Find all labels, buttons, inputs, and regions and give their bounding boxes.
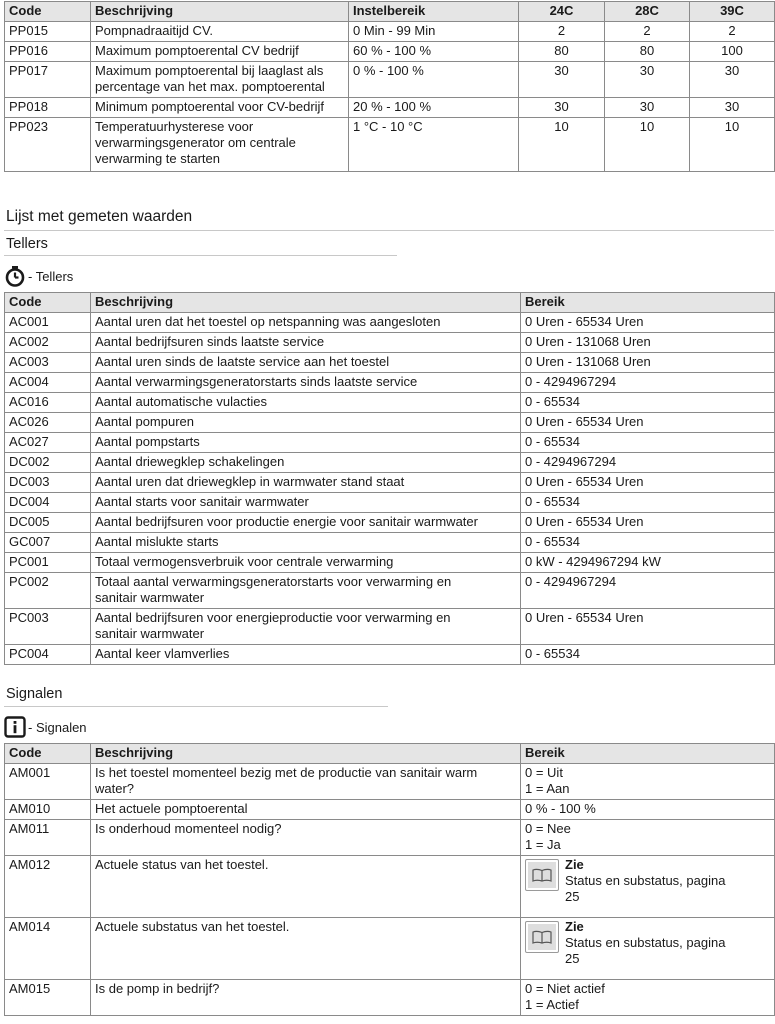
table-cell xyxy=(605,22,690,42)
code-cell xyxy=(5,533,91,553)
code-cell xyxy=(5,118,91,172)
cell-text: Aantal uren dat driewegklep in warmwater stand staat xyxy=(95,474,405,489)
table-header-row xyxy=(5,293,775,313)
cell-text: 10 xyxy=(639,119,655,134)
table-cell xyxy=(521,820,775,856)
code-cell xyxy=(5,918,91,980)
table-cell xyxy=(91,820,521,856)
table-row xyxy=(5,473,775,493)
cell-text: AM014 xyxy=(9,919,51,934)
counters-title: Tellers xyxy=(6,236,48,252)
column-header: 39C xyxy=(690,2,775,22)
see-reference-box xyxy=(525,919,770,967)
cell-text: PC002 xyxy=(9,574,49,589)
code-cell xyxy=(5,433,91,453)
code-cell xyxy=(5,609,91,645)
table-cell xyxy=(521,609,775,645)
table-row xyxy=(5,918,775,980)
cell-text: 0 kW - 4294967294 kW xyxy=(525,554,661,569)
cell-text: 30 xyxy=(724,63,740,78)
cell-text: Aantal verwarmingsgeneratorstarts sinds laatste service xyxy=(95,374,418,389)
icon-caption: - Signalen xyxy=(28,719,87,735)
table-cell xyxy=(519,42,605,62)
see-reference-box xyxy=(525,857,770,905)
table-cell xyxy=(690,22,775,42)
table-cell xyxy=(91,393,521,413)
cell-text: Temperatuurhysterese voor verwarmingsgenerator om centrale verwarming te starten xyxy=(95,119,296,166)
code-cell xyxy=(5,353,91,373)
cell-text: AC016 xyxy=(9,394,49,409)
code-cell xyxy=(5,980,91,1016)
table-row xyxy=(5,42,775,62)
table-row xyxy=(5,433,775,453)
table-cell xyxy=(91,609,521,645)
stopwatch-icon xyxy=(4,265,26,287)
cell-text: AC027 xyxy=(9,434,49,449)
code-cell xyxy=(5,820,91,856)
table-cell xyxy=(91,413,521,433)
counters-icon-label xyxy=(4,265,73,287)
cell-text: Maximum pomptoerental bij laaglast als percentage van het max. pomptoerental xyxy=(95,63,325,94)
code-cell xyxy=(5,493,91,513)
cell-text: PP016 xyxy=(9,43,49,58)
book-icon xyxy=(525,859,559,891)
table-cell xyxy=(349,42,519,62)
cell-text: Is de pomp in bedrijf? xyxy=(95,981,220,996)
table-cell xyxy=(521,573,775,609)
cell-text: AC026 xyxy=(9,414,49,429)
cell-text: Aantal pompuren xyxy=(95,414,195,429)
icon-caption: - Tellers xyxy=(28,268,74,284)
cell-text: PC004 xyxy=(9,646,49,661)
table-cell xyxy=(349,118,519,172)
subsection-divider xyxy=(4,255,397,256)
table-row xyxy=(5,553,775,573)
see-reference xyxy=(521,918,775,980)
cell-text: 30 xyxy=(639,63,655,78)
table-cell xyxy=(521,353,775,373)
cell-text: 0 = Uit 1 = Aan xyxy=(525,765,570,796)
table-cell xyxy=(91,98,349,118)
cell-text: PP023 xyxy=(9,119,49,134)
cell-text: 80 xyxy=(554,43,569,58)
table-cell xyxy=(91,856,521,918)
table-cell xyxy=(91,62,349,98)
section-divider xyxy=(4,230,774,231)
table-cell xyxy=(521,473,775,493)
code-cell xyxy=(5,473,91,493)
see-link-text[interactable]: Status en substatus, pagina 25 xyxy=(565,873,726,904)
cell-text: DC005 xyxy=(9,514,50,529)
cell-text: 0 - 65534 xyxy=(525,394,580,409)
code-cell xyxy=(5,453,91,473)
table-row xyxy=(5,62,775,98)
table-cell xyxy=(349,22,519,42)
code-cell xyxy=(5,62,91,98)
cell-text: 30 xyxy=(639,99,655,114)
table-cell xyxy=(519,62,605,98)
cell-text: 0 Uren - 65534 Uren xyxy=(525,414,644,429)
table-cell xyxy=(91,645,521,665)
cell-text: 0 - 65534 xyxy=(525,534,580,549)
cell-text: Is het toestel momenteel bezig met de productie van sanitair warm water? xyxy=(95,765,478,796)
table-cell xyxy=(91,333,521,353)
cell-text: Aantal uren dat het toestel op netspanning was aangesloten xyxy=(95,314,441,329)
see-link-text[interactable]: Status en substatus, pagina 25 xyxy=(565,935,726,966)
column-header: Code xyxy=(5,2,91,22)
table-cell xyxy=(521,393,775,413)
code-cell xyxy=(5,573,91,609)
table-header-row xyxy=(5,744,775,764)
cell-text: 0 - 4294967294 xyxy=(525,454,617,469)
cell-text: 30 xyxy=(724,99,740,114)
table-cell xyxy=(521,800,775,820)
cell-text: 0 - 4294967294 xyxy=(525,574,617,589)
table-cell xyxy=(91,453,521,473)
cell-text: 2 xyxy=(728,23,736,38)
table-cell xyxy=(519,22,605,42)
table-cell xyxy=(605,98,690,118)
cell-text: 0 Min - 99 Min xyxy=(353,23,436,38)
cell-text: 10 xyxy=(554,119,569,134)
code-cell xyxy=(5,393,91,413)
cell-text: 80 xyxy=(639,43,655,58)
cell-text: 0 % - 100 % xyxy=(353,63,424,78)
table-cell xyxy=(521,333,775,353)
column-header: Code xyxy=(5,744,91,764)
book-icon xyxy=(525,921,559,953)
cell-text: Aantal starts voor sanitair warmwater xyxy=(95,494,309,509)
cell-text: 2 xyxy=(643,23,651,38)
cell-text: AM012 xyxy=(9,857,51,872)
cell-text: DC002 xyxy=(9,454,50,469)
table-row xyxy=(5,764,775,800)
info-icon xyxy=(4,716,26,738)
table-row xyxy=(5,645,775,665)
code-cell xyxy=(5,800,91,820)
cell-text: Is onderhoud momenteel nodig? xyxy=(95,821,282,836)
table-cell xyxy=(521,980,775,1016)
table-row xyxy=(5,98,775,118)
cell-text: DC003 xyxy=(9,474,50,489)
table-cell xyxy=(519,118,605,172)
cell-text: 0 Uren - 65534 Uren xyxy=(525,610,644,625)
table-cell xyxy=(91,373,521,393)
table-row xyxy=(5,533,775,553)
code-cell xyxy=(5,42,91,62)
table-row xyxy=(5,393,775,413)
table-cell xyxy=(91,800,521,820)
table-cell xyxy=(521,553,775,573)
table-cell xyxy=(519,98,605,118)
cell-text: AM001 xyxy=(9,765,51,780)
table-cell xyxy=(521,313,775,333)
code-cell xyxy=(5,313,91,333)
cell-text: 30 xyxy=(554,99,569,114)
cell-text: 1 °C - 10 °C xyxy=(353,119,423,134)
table-row xyxy=(5,800,775,820)
cell-text: 0 Uren - 65534 Uren xyxy=(525,474,644,489)
cell-text: 0 - 65534 xyxy=(525,434,580,449)
table-row xyxy=(5,373,775,393)
column-header: Bereik xyxy=(521,293,775,313)
table-row xyxy=(5,513,775,533)
see-title: Zie xyxy=(565,919,584,934)
table-row xyxy=(5,353,775,373)
table-row xyxy=(5,609,775,645)
table-cell xyxy=(349,98,519,118)
cell-text: AC001 xyxy=(9,314,49,329)
cell-text: PC001 xyxy=(9,554,49,569)
code-cell xyxy=(5,645,91,665)
section-title: Lijst met gemeten waarden xyxy=(6,208,193,225)
cell-text: PP015 xyxy=(9,23,49,38)
table-row xyxy=(5,820,775,856)
cell-text: Maximum pomptoerental CV bedrijf xyxy=(95,43,299,58)
cell-text: DC004 xyxy=(9,494,50,509)
column-header: 28C xyxy=(605,2,690,22)
cell-text: PP018 xyxy=(9,99,49,114)
cell-text: Aantal uren sinds de laatste service aan het toestel xyxy=(95,354,390,369)
table-cell xyxy=(91,513,521,533)
cell-text: PC003 xyxy=(9,610,49,625)
cell-text: 100 xyxy=(721,43,743,58)
column-header: Code xyxy=(5,293,91,313)
table-cell xyxy=(91,553,521,573)
cell-text: 20 % - 100 % xyxy=(353,99,432,114)
cell-text: Pompnadraaitijd CV. xyxy=(95,23,214,38)
cell-text: GC007 xyxy=(9,534,51,549)
table-row xyxy=(5,856,775,918)
code-cell xyxy=(5,553,91,573)
column-header: Beschrijving xyxy=(91,744,521,764)
table-cell xyxy=(605,42,690,62)
cell-text: 0 Uren - 65534 Uren xyxy=(525,514,644,529)
code-cell xyxy=(5,98,91,118)
cell-text: AC004 xyxy=(9,374,49,389)
column-header: Bereik xyxy=(521,744,775,764)
subsection-divider xyxy=(4,706,388,707)
cell-text: 10 xyxy=(724,119,740,134)
table-cell xyxy=(91,764,521,800)
signals-title: Signalen xyxy=(6,686,63,702)
code-cell xyxy=(5,513,91,533)
cell-text: Actuele status van het toestel. xyxy=(95,857,269,872)
table-cell xyxy=(521,413,775,433)
see-title: Zie xyxy=(565,857,584,872)
table-header-row xyxy=(5,2,775,22)
table-cell xyxy=(690,118,775,172)
code-cell xyxy=(5,413,91,433)
column-header: 24C xyxy=(519,2,605,22)
table-row xyxy=(5,453,775,473)
cell-text: AM015 xyxy=(9,981,51,996)
cell-text: Het actuele pomptoerental xyxy=(95,801,248,816)
cell-text: 0 Uren - 65534 Uren xyxy=(525,314,644,329)
see-reference xyxy=(521,856,775,918)
cell-text: 0 Uren - 131068 Uren xyxy=(525,334,651,349)
cell-text: 0 - 4294967294 xyxy=(525,374,617,389)
cell-text: AC002 xyxy=(9,334,49,349)
table-cell xyxy=(91,433,521,453)
cell-text: 30 xyxy=(554,63,569,78)
cell-text: Totaal vermogensverbruik voor centrale verwarming xyxy=(95,554,394,569)
table-row xyxy=(5,413,775,433)
table-cell xyxy=(521,513,775,533)
signals-icon-label xyxy=(4,716,87,738)
column-header: Beschrijving xyxy=(91,2,349,22)
table-cell xyxy=(91,313,521,333)
cell-text: 60 % - 100 % xyxy=(353,43,432,58)
cell-text: 0 = Niet actief 1 = Actief xyxy=(525,981,605,1012)
parameters-table xyxy=(4,1,775,172)
table-row xyxy=(5,573,775,609)
code-cell xyxy=(5,373,91,393)
cell-text: Aantal mislukte starts xyxy=(95,534,219,549)
table-cell xyxy=(521,764,775,800)
table-cell xyxy=(91,918,521,980)
table-cell xyxy=(690,42,775,62)
table-cell xyxy=(349,62,519,98)
code-cell xyxy=(5,333,91,353)
column-header: Beschrijving xyxy=(91,293,521,313)
table-cell xyxy=(521,453,775,473)
cell-text: 0 = Nee 1 = Ja xyxy=(525,821,571,852)
table-row xyxy=(5,493,775,513)
cell-text: 0 - 65534 xyxy=(525,646,580,661)
table-cell xyxy=(521,433,775,453)
cell-text: 0 - 65534 xyxy=(525,494,580,509)
counters-table xyxy=(4,292,775,665)
cell-text: Minimum pomptoerental voor CV-bedrijf xyxy=(95,99,325,114)
cell-text: Aantal bedrijfsuren sinds laatste service xyxy=(95,334,325,349)
table-row xyxy=(5,313,775,333)
code-cell xyxy=(5,764,91,800)
cell-text: AC003 xyxy=(9,354,49,369)
table-row xyxy=(5,333,775,353)
code-cell xyxy=(5,22,91,42)
code-cell xyxy=(5,856,91,918)
cell-text: Aantal keer vlamverlies xyxy=(95,646,230,661)
table-row xyxy=(5,980,775,1016)
cell-text: 2 xyxy=(557,23,566,38)
table-cell xyxy=(521,645,775,665)
table-row xyxy=(5,22,775,42)
table-cell xyxy=(91,473,521,493)
table-cell xyxy=(91,573,521,609)
table-cell xyxy=(690,98,775,118)
cell-text: 0 % - 100 % xyxy=(525,801,596,816)
table-cell xyxy=(91,353,521,373)
table-cell xyxy=(91,980,521,1016)
cell-text: 0 Uren - 131068 Uren xyxy=(525,354,651,369)
table-cell xyxy=(91,22,349,42)
table-cell xyxy=(91,533,521,553)
cell-text: Aantal bedrijfsuren voor energieproductie voor verwarming en sanitair warmwater xyxy=(95,610,451,641)
cell-text: Aantal pompstarts xyxy=(95,434,200,449)
table-cell xyxy=(521,533,775,553)
signals-table xyxy=(4,743,775,1016)
cell-text: Aantal automatische vulacties xyxy=(95,394,267,409)
table-cell xyxy=(690,62,775,98)
table-cell xyxy=(91,42,349,62)
table-cell xyxy=(605,62,690,98)
cell-text: Aantal driewegklep schakelingen xyxy=(95,454,285,469)
table-row xyxy=(5,118,775,172)
table-cell xyxy=(91,493,521,513)
cell-text: Actuele substatus van het toestel. xyxy=(95,919,290,934)
table-cell xyxy=(605,118,690,172)
cell-text: Aantal bedrijfsuren voor productie energie voor sanitair warmwater xyxy=(95,514,478,529)
table-cell xyxy=(91,118,349,172)
table-cell xyxy=(521,493,775,513)
column-header: Instelbereik xyxy=(349,2,519,22)
cell-text: AM010 xyxy=(9,801,51,816)
cell-text: AM011 xyxy=(9,821,50,836)
table-cell xyxy=(521,373,775,393)
cell-text: PP017 xyxy=(9,63,49,78)
cell-text: Totaal aantal verwarmingsgeneratorstarts voor verwarming en sanitair warmwater xyxy=(95,574,452,605)
